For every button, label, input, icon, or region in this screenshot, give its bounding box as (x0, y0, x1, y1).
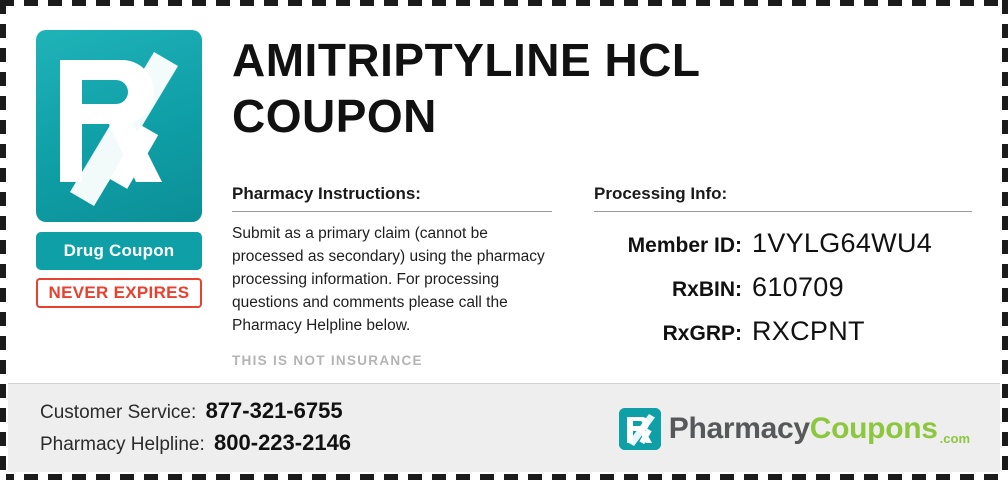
pharmacy-instructions-heading: Pharmacy Instructions: (232, 184, 552, 212)
processing-info-row (594, 272, 972, 303)
coupon-columns (232, 184, 972, 368)
coupon-title (232, 32, 700, 144)
rxgrp-value: RXCPNT (752, 316, 865, 346)
processing-info-row (594, 228, 972, 259)
rxgrp-label: RxGRP: (662, 322, 742, 345)
pharmacy-instructions-section (232, 184, 552, 368)
member-id-value: 1VYLG64WU4 (752, 228, 933, 258)
brand-tld: .com (939, 431, 970, 446)
brand-logo[interactable] (619, 408, 970, 450)
brand-rx-icon (619, 408, 661, 450)
pharmacy-helpline-label: Pharmacy Helpline: (40, 434, 205, 455)
pharmacy-helpline-number[interactable]: 800-223-2146 (214, 430, 352, 455)
rxbin-value: 610709 (752, 272, 844, 302)
not-insurance-disclaimer: THIS IS NOT INSURANCE (232, 353, 423, 368)
coupon-logo (36, 30, 202, 308)
pharmacy-helpline-row (40, 430, 351, 456)
processing-info-row (594, 316, 972, 347)
dashed-border-bottom (0, 474, 1008, 480)
drug-name: AMITRIPTYLINE HCL (232, 34, 701, 86)
footer-contacts (40, 398, 351, 462)
brand-word-coupons: Coupons (809, 412, 938, 445)
never-expires-badge: NEVER EXPIRES (36, 278, 202, 308)
dashed-border-right (1002, 0, 1008, 480)
dashed-border-left (0, 0, 6, 480)
rxbin-label: RxBIN: (671, 278, 742, 301)
drug-coupon-label: Drug Coupon (36, 232, 202, 270)
pharmacy-instructions-body: Submit as a primary claim (cannot be processed as secondary) using the pharmacy processing information. For processing questions and comments please call the Pharmacy Helpline below. (232, 225, 545, 334)
brand-word-pharmacy: Pharmacy (668, 412, 810, 445)
brand-rx-glyph (619, 408, 661, 450)
customer-service-number[interactable]: 877-321-6755 (205, 398, 343, 423)
customer-service-row (40, 398, 351, 424)
dashed-border-top (0, 0, 1008, 6)
coupon-inner (8, 8, 1000, 472)
member-id-label: Member ID: (627, 234, 742, 257)
processing-info-heading: Processing Info: (594, 184, 972, 212)
coupon-footer (8, 383, 1000, 472)
customer-service-label: Customer Service: (40, 402, 197, 423)
coupon-main (8, 8, 1000, 384)
rx-tile (36, 30, 202, 222)
processing-info-rows (594, 228, 972, 347)
rx-icon (36, 30, 202, 222)
coupon-word: COUPON (232, 90, 437, 142)
processing-info-section (594, 184, 972, 368)
